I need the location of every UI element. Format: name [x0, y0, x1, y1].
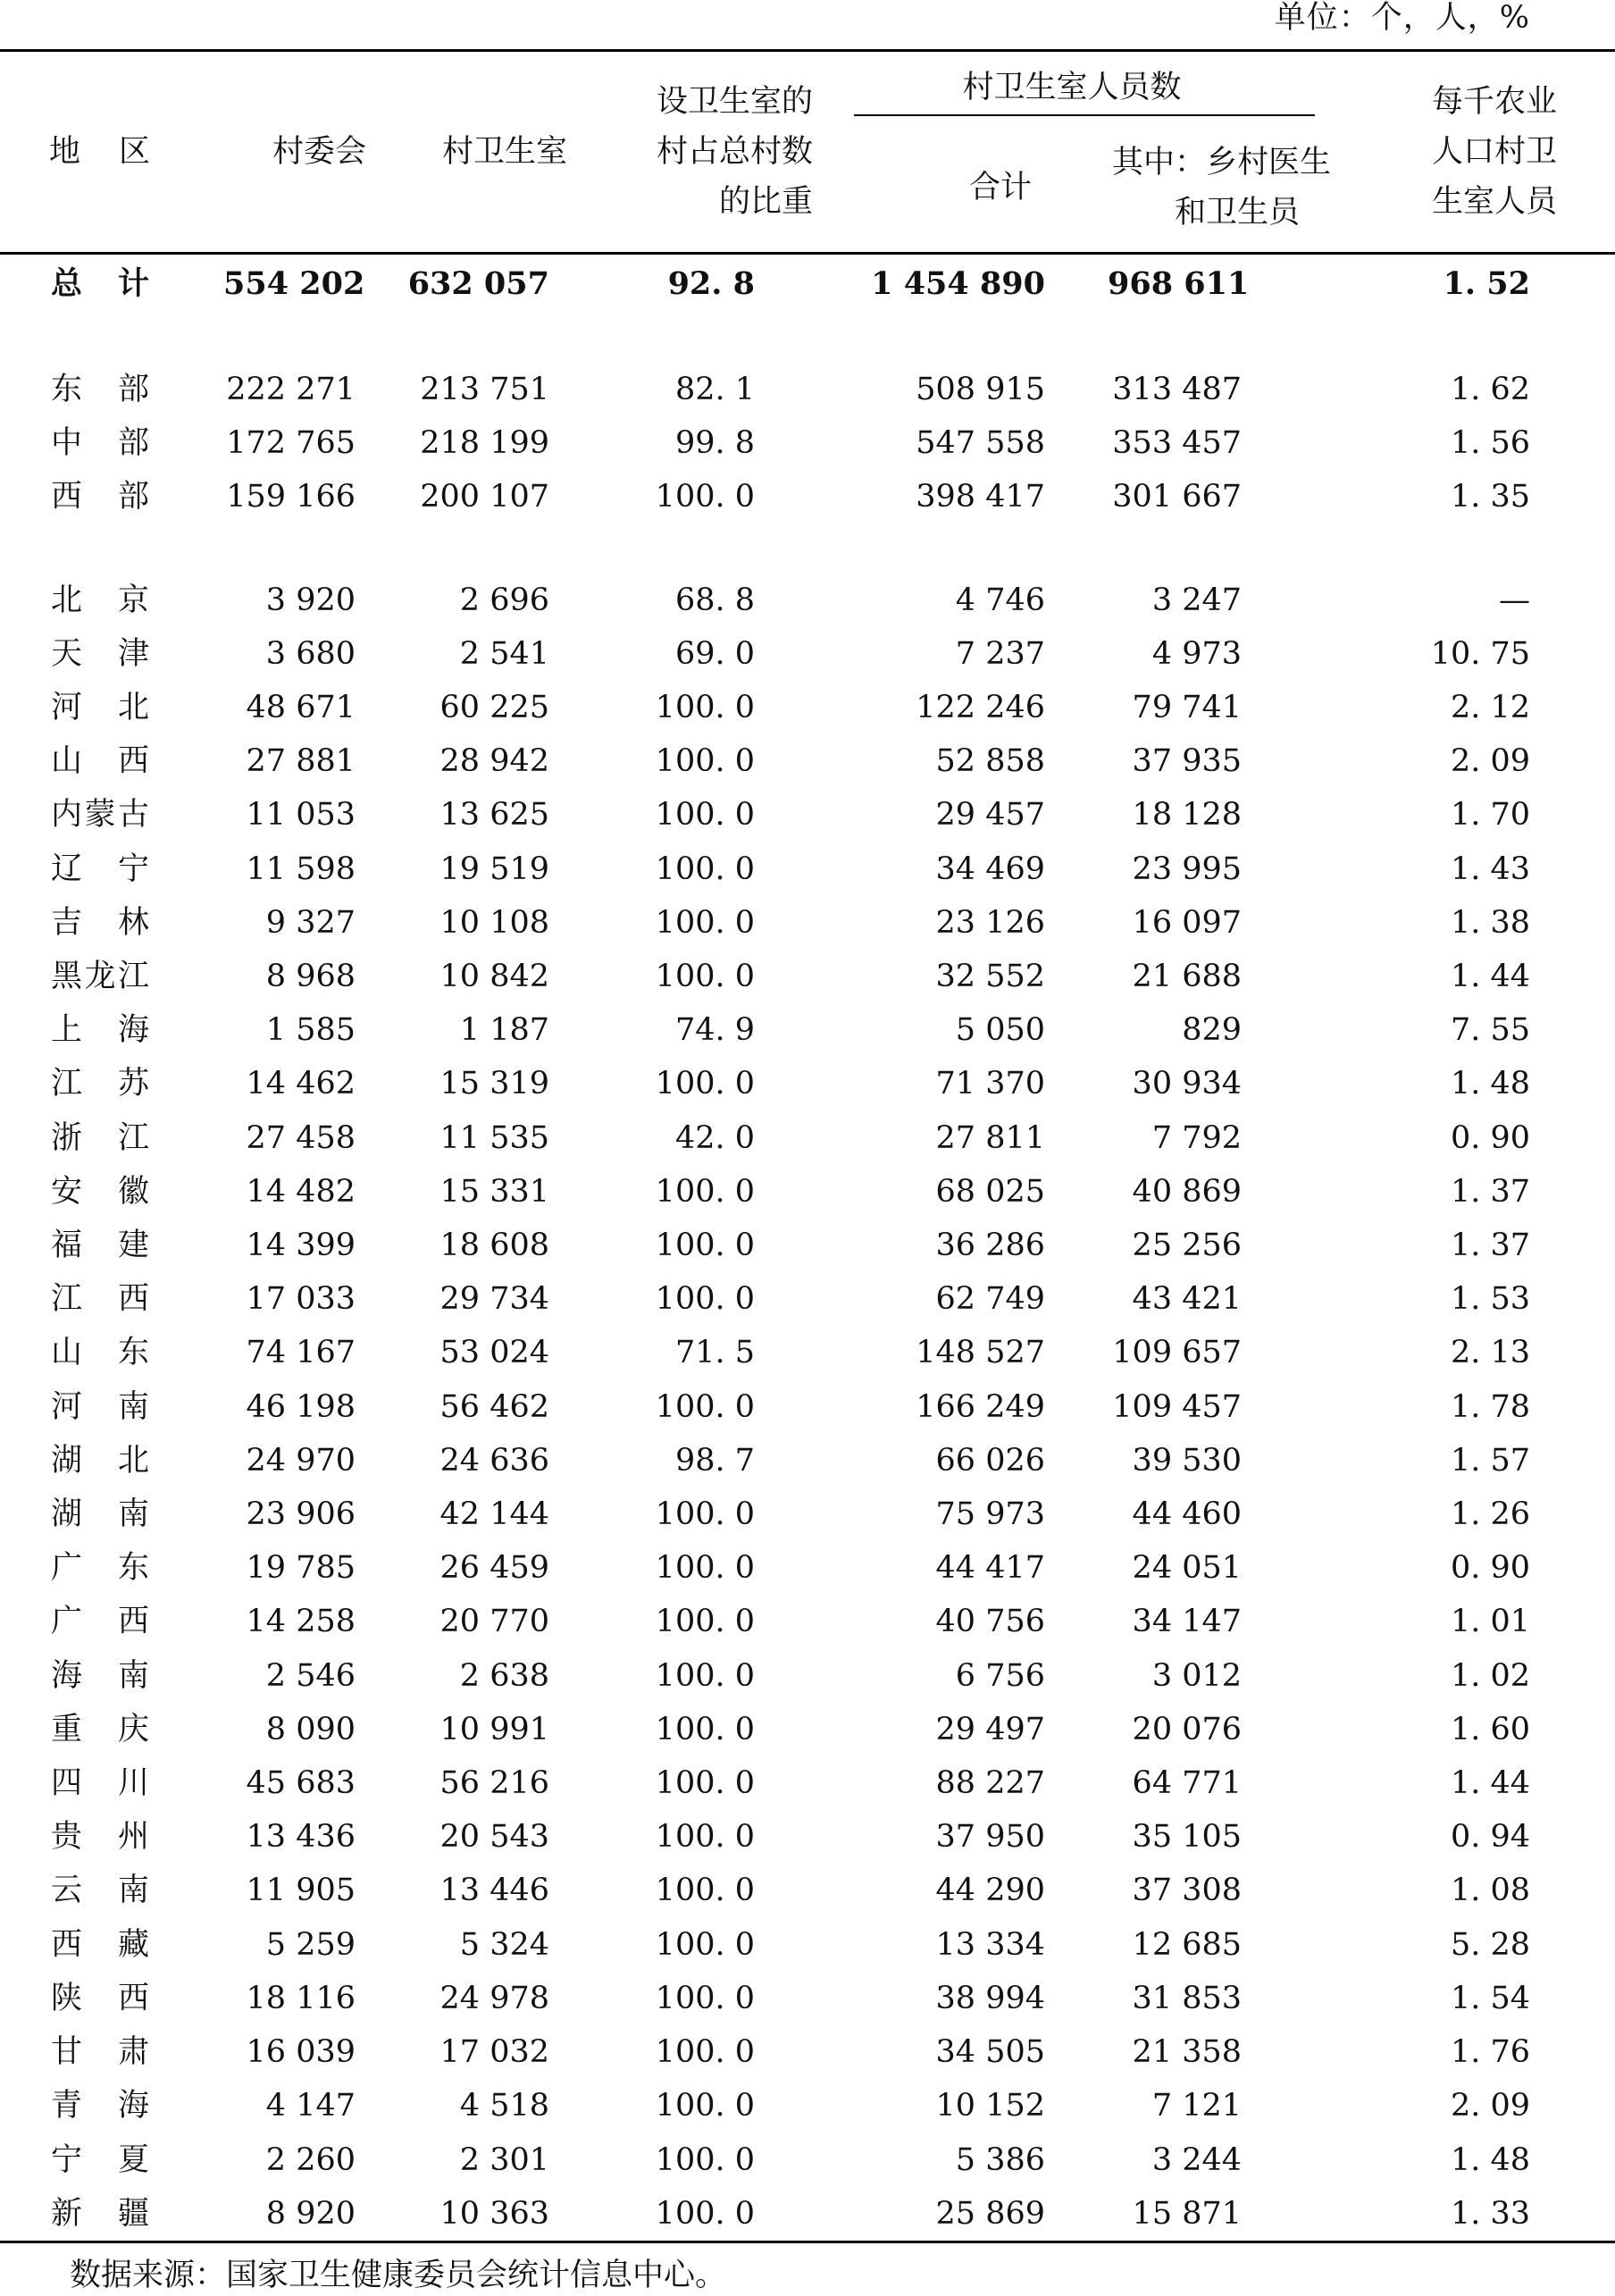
staff-cell: 547 558	[916, 425, 1045, 462]
region-cell: 河 南	[51, 1388, 149, 1425]
staff-cell: 148 527	[916, 1335, 1045, 1371]
staff-cell: 34 469	[935, 851, 1045, 887]
region-cell: 福 建	[51, 1228, 149, 1264]
clinics-cell: 42 144	[439, 1496, 549, 1533]
staff-cell: 34 505	[935, 2034, 1045, 2071]
staff-cell: 88 227	[935, 1765, 1045, 1802]
table-row	[0, 1972, 1615, 2025]
clinics-cell: 26 459	[439, 1550, 549, 1587]
clinics-cell: 60 225	[439, 690, 549, 726]
doctors-cell: 20 076	[1132, 1711, 1243, 1747]
committees-cell: 8 090	[265, 1711, 356, 1747]
doctors-cell: 21 358	[1132, 2034, 1243, 2071]
table-row	[0, 681, 1615, 734]
header-village-committees: 村委会	[272, 134, 366, 170]
per-thousand-cell: 1. 37	[1450, 1173, 1531, 1210]
share-cell: 92. 8	[667, 265, 755, 302]
committees-cell: 3 920	[265, 582, 356, 618]
staff-cell: 166 249	[916, 1388, 1045, 1425]
region-cell: 云 南	[51, 1873, 149, 1909]
per-thousand-cell: 1. 44	[1450, 959, 1531, 995]
doctors-cell: 301 667	[1112, 479, 1243, 515]
committees-cell: 13 436	[246, 1819, 356, 1856]
clinics-cell: 20 770	[439, 1604, 549, 1640]
committees-cell: 16 039	[246, 2034, 356, 2071]
clinics-cell: 4 518	[459, 2088, 549, 2124]
region-cell: 天 津	[51, 635, 149, 672]
committees-cell: 45 683	[246, 1765, 356, 1802]
per-thousand-cell: 1. 54	[1450, 1980, 1531, 2016]
committees-cell: 74 167	[246, 1335, 356, 1371]
staff-cell: 37 950	[935, 1819, 1045, 1856]
region-cell: 广 东	[51, 1550, 149, 1587]
committees-cell: 2 546	[265, 1657, 356, 1694]
share-cell: 100. 0	[655, 1711, 755, 1747]
region-cell: 辽 宁	[51, 851, 149, 887]
doctors-cell: 43 421	[1132, 1281, 1243, 1318]
per-thousand-cell: 0. 90	[1450, 1550, 1531, 1587]
committees-cell: 8 968	[265, 959, 356, 995]
committees-cell: 17 033	[246, 1281, 356, 1318]
clinics-cell: 10 108	[439, 904, 549, 941]
table-row	[0, 627, 1615, 681]
per-thousand-cell: 1. 70	[1450, 797, 1531, 834]
share-cell: 100. 0	[655, 2088, 755, 2124]
staff-cell: 29 497	[935, 1711, 1045, 1747]
region-cell: 青 海	[51, 2088, 149, 2124]
table-row	[0, 1541, 1615, 1595]
table-row	[0, 1003, 1615, 1057]
doctors-cell: 16 097	[1132, 904, 1243, 941]
per-thousand-cell: 2. 13	[1450, 1335, 1531, 1371]
per-thousand-cell: 1. 57	[1450, 1442, 1531, 1479]
clinics-cell: 2 638	[459, 1657, 549, 1694]
share-cell: 98. 7	[674, 1442, 755, 1479]
region-cell: 吉 林	[51, 904, 149, 941]
staff-cell: 44 290	[935, 1873, 1045, 1909]
region-cell: 江 苏	[51, 1066, 149, 1102]
staff-cell: 13 334	[935, 1926, 1045, 1963]
committees-cell: 23 906	[246, 1496, 356, 1533]
share-cell: 100. 0	[655, 1173, 755, 1210]
table-row	[0, 1219, 1615, 1272]
table-row	[0, 1864, 1615, 1917]
share-cell: 100. 0	[655, 1550, 755, 1587]
table-row	[0, 574, 1615, 627]
staff-cell: 71 370	[935, 1066, 1045, 1102]
table-row	[0, 2133, 1615, 2187]
unit-label: 单位：个，人，%	[1274, 0, 1530, 36]
share-cell: 100. 0	[655, 1657, 755, 1694]
per-thousand-cell: 1. 02	[1450, 1657, 1531, 1694]
staff-cell: 32 552	[935, 959, 1045, 995]
per-thousand-cell: 1. 53	[1450, 1281, 1531, 1318]
per-thousand-cell: 1. 08	[1450, 1873, 1531, 1909]
staff-cell: 6 756	[955, 1657, 1045, 1694]
committees-cell: 5 259	[265, 1926, 356, 1963]
table-body	[0, 254, 1615, 2242]
staff-cell: 5 386	[955, 2141, 1045, 2178]
share-cell: 71. 5	[674, 1335, 755, 1371]
clinics-cell: 24 636	[439, 1442, 549, 1479]
per-thousand-cell: 1. 43	[1450, 851, 1531, 887]
region-cell: 广 西	[51, 1604, 149, 1640]
table-row	[0, 1810, 1615, 1864]
region-cell: 北 京	[51, 582, 149, 618]
per-thousand-cell: 1. 56	[1450, 425, 1531, 462]
share-cell: 82. 1	[674, 372, 755, 407]
region-cell: 黑龙江	[51, 959, 149, 995]
share-cell: 100. 0	[655, 479, 755, 515]
doctors-cell: 79 741	[1132, 690, 1243, 726]
clinics-cell: 24 978	[439, 1980, 549, 2016]
per-thousand-cell: 7. 55	[1450, 1012, 1531, 1049]
region-cell: 贵 州	[51, 1819, 149, 1856]
doctors-cell: 968 611	[1108, 265, 1250, 302]
share-cell: 100. 0	[655, 1765, 755, 1802]
staff-cell: 398 417	[916, 479, 1045, 515]
table-header	[0, 51, 1615, 254]
clinics-cell: 20 543	[439, 1819, 549, 1856]
table-row	[0, 734, 1615, 788]
committees-cell: 9 327	[265, 904, 356, 941]
committees-cell: 11 905	[246, 1873, 356, 1909]
doctors-cell: 21 688	[1132, 959, 1243, 995]
per-thousand-cell: 1. 78	[1450, 1388, 1531, 1425]
table-row	[0, 1111, 1615, 1165]
source-note: 数据来源：国家卫生健康委员会统计信息中心。	[70, 2258, 727, 2293]
share-cell: 42. 0	[674, 1119, 755, 1156]
share-cell: 100. 0	[655, 1066, 755, 1102]
doctors-cell: 313 487	[1112, 372, 1243, 407]
region-cell: 湖 南	[51, 1496, 149, 1533]
doctors-cell: 3 247	[1151, 582, 1243, 618]
staff-cell: 10 152	[935, 2088, 1045, 2124]
doctors-cell: 31 853	[1132, 1980, 1243, 2016]
per-thousand-cell: 1. 01	[1450, 1604, 1531, 1640]
table-row	[0, 788, 1615, 842]
clinics-cell: 10 363	[389, 2187, 616, 2242]
per-thousand-cell: 1. 48	[1450, 1066, 1531, 1102]
staff-cell: 7 237	[955, 635, 1045, 672]
staff-cell: 44 417	[935, 1550, 1045, 1587]
committees-cell: 14 399	[246, 1228, 356, 1264]
doctors-cell: 3 012	[1151, 1657, 1243, 1694]
region-cell: 东 部	[51, 372, 149, 407]
region-cell: 甘 肃	[51, 2034, 149, 2071]
header-region: 地 区	[49, 134, 155, 170]
clinics-cell: 218 199	[420, 425, 549, 462]
doctors-cell: 35 105	[1132, 1819, 1243, 1856]
staff-cell: 27 811	[935, 1119, 1045, 1156]
clinics-cell: 28 942	[439, 743, 549, 780]
region-cell: 宁 夏	[51, 2141, 149, 2178]
region-cell: 山 西	[51, 743, 149, 780]
share-cell: 69. 0	[674, 635, 755, 672]
staff-cell: 36 286	[935, 1228, 1045, 1264]
table-row	[0, 1057, 1615, 1110]
doctors-cell: 109 657	[1112, 1335, 1243, 1371]
region-cell: 新 疆	[0, 2187, 223, 2242]
region-cell: 总 计	[51, 265, 149, 302]
share-cell: 100. 0	[655, 743, 755, 780]
committees-cell: 18 116	[246, 1980, 356, 2016]
committees-cell: 27 881	[246, 743, 356, 780]
staff-cell: 23 126	[935, 904, 1045, 941]
clinics-cell: 632 057	[407, 265, 549, 302]
table-row	[0, 2187, 1615, 2242]
committees-cell: 19 785	[246, 1550, 356, 1587]
region-cell: 湖 北	[51, 1442, 149, 1479]
clinics-cell: 2 301	[459, 2141, 549, 2178]
doctors-cell: 37 308	[1132, 1873, 1243, 1909]
committees-cell: 222 271	[226, 372, 356, 407]
region-cell: 浙 江	[51, 1119, 149, 1156]
clinics-cell: 13 625	[439, 797, 549, 834]
table-row	[0, 1272, 1615, 1326]
share-cell: 100. 0	[655, 1604, 755, 1640]
staff-cell: 5 050	[955, 1012, 1045, 1049]
per-thousand-cell: 1. 33	[1331, 2187, 1615, 2242]
committees-cell: 3 680	[265, 635, 356, 672]
share-cell: 99. 8	[674, 425, 755, 462]
committees-cell: 2 260	[265, 2141, 356, 2178]
region-cell: 西 藏	[51, 1926, 149, 1963]
committees-cell: 11 053	[246, 797, 356, 834]
clinics-cell: 10 842	[439, 959, 549, 995]
doctors-cell: 23 995	[1132, 851, 1243, 887]
per-thousand-cell: 5. 28	[1450, 1926, 1531, 1963]
doctors-cell: 15 871	[1108, 2187, 1331, 2242]
table-row	[0, 1434, 1615, 1487]
per-thousand-cell: 0. 94	[1450, 1819, 1531, 1856]
clinics-cell: 200 107	[420, 479, 549, 515]
committees-cell: 172 765	[226, 425, 356, 462]
doctors-cell: 40 869	[1132, 1173, 1243, 1210]
table-row	[0, 1703, 1615, 1756]
committees-cell: 48 671	[246, 690, 356, 726]
table-row	[0, 2025, 1615, 2079]
table-row	[0, 1918, 1615, 1972]
committees-cell: 4 147	[265, 2088, 356, 2124]
clinics-cell: 2 541	[459, 635, 549, 672]
table-row	[0, 470, 1615, 524]
clinics-cell: 53 024	[439, 1335, 549, 1371]
region-cell: 河 北	[51, 690, 149, 726]
per-thousand-cell: 1. 48	[1450, 2141, 1531, 2178]
clinics-cell: 29 734	[439, 1281, 549, 1318]
doctors-cell: 4 973	[1151, 635, 1243, 672]
clinics-cell: 18 608	[439, 1228, 549, 1264]
per-thousand-cell: 2. 12	[1450, 690, 1531, 726]
table-row	[0, 896, 1615, 950]
per-thousand-cell: 1. 60	[1450, 1711, 1531, 1747]
committees-cell: 1 585	[265, 1012, 356, 1049]
region-cell: 海 南	[51, 1657, 149, 1694]
region-cell: 四 川	[51, 1765, 149, 1802]
clinics-cell: 2 696	[459, 582, 549, 618]
spacer-row	[0, 314, 1615, 363]
spacer-row	[0, 524, 1615, 574]
doctors-cell: 353 457	[1112, 425, 1243, 462]
region-cell: 陕 西	[51, 1980, 149, 2016]
committees-cell: 159 166	[226, 479, 356, 515]
clinics-cell: 213 751	[420, 372, 549, 407]
doctors-cell: 109 457	[1112, 1388, 1243, 1425]
clinics-cell: 15 319	[439, 1066, 549, 1102]
table-row	[0, 1165, 1615, 1219]
share-cell: 100. 0	[655, 1926, 755, 1963]
doctors-cell: 829	[1182, 1012, 1243, 1049]
staff-cell: 66 026	[935, 1442, 1045, 1479]
doctors-cell: 64 771	[1132, 1765, 1243, 1802]
per-thousand-cell: 1. 44	[1450, 1765, 1531, 1802]
table-row	[0, 1595, 1615, 1648]
table-row	[0, 842, 1615, 896]
table-row	[0, 1756, 1615, 1810]
committees-cell: 11 598	[246, 851, 356, 887]
staff-cell: 122 246	[916, 690, 1045, 726]
header-clinics: 村卫生室	[441, 134, 567, 170]
staff-cell: 25 869	[840, 2187, 1108, 2242]
region-cell: 安 徽	[51, 1173, 149, 1210]
doctors-cell: 3 244	[1151, 2141, 1243, 2178]
clinics-cell: 56 462	[439, 1388, 549, 1425]
doctors-cell: 24 051	[1132, 1550, 1243, 1587]
table-row	[0, 1649, 1615, 1703]
table-row	[0, 363, 1615, 416]
committees-cell: 14 462	[246, 1066, 356, 1102]
share-cell: 74. 9	[674, 1012, 755, 1049]
staff-cell: 4 746	[955, 582, 1045, 618]
share-cell: 100. 0	[655, 1228, 755, 1264]
header-divider	[854, 114, 1315, 116]
per-thousand-cell: 1. 26	[1450, 1496, 1531, 1533]
doctors-cell: 34 147	[1132, 1604, 1243, 1640]
per-thousand-cell: 1. 76	[1450, 2034, 1531, 2071]
doctors-cell: 7 121	[1151, 2088, 1243, 2124]
table-row	[0, 2079, 1615, 2133]
per-thousand-cell: 2. 09	[1450, 2088, 1531, 2124]
clinics-cell: 11 535	[439, 1119, 549, 1156]
share-cell: 100. 0	[655, 851, 755, 887]
staff-cell: 52 858	[935, 743, 1045, 780]
village-clinic-table	[0, 49, 1615, 2243]
region-cell: 西 部	[51, 479, 149, 515]
share-cell: 100. 0	[655, 797, 755, 834]
per-thousand-cell: 2. 09	[1450, 743, 1531, 780]
share-cell: 100. 0	[655, 1281, 755, 1318]
committees-cell: 8 920	[223, 2187, 389, 2242]
doctors-cell: 37 935	[1132, 743, 1243, 780]
committees-cell: 14 482	[246, 1173, 356, 1210]
header-share: 设卫生室的 村占总村数 的比重	[656, 84, 813, 220]
committees-cell: 14 258	[246, 1604, 356, 1640]
header-per-thousand: 每千农业 人口村卫 生室人员	[1432, 84, 1558, 220]
share-cell: 100. 0	[655, 690, 755, 726]
staff-cell: 38 994	[935, 1980, 1045, 2016]
share-cell: 100. 0	[655, 904, 755, 941]
header-staff-group: 村卫生室人员数	[840, 51, 1331, 124]
doctors-cell: 39 530	[1132, 1442, 1243, 1479]
table-row	[0, 950, 1615, 1003]
staff-cell: 75 973	[935, 1496, 1045, 1533]
clinics-cell: 56 216	[439, 1765, 549, 1802]
clinics-cell: 15 331	[439, 1173, 549, 1210]
per-thousand-cell: 10. 75	[1430, 635, 1531, 672]
clinics-cell: 17 032	[439, 2034, 549, 2071]
share-cell: 100. 0	[655, 1819, 755, 1856]
region-cell: 重 庆	[51, 1711, 149, 1747]
total-row	[0, 254, 1615, 314]
committees-cell: 24 970	[246, 1442, 356, 1479]
per-thousand-cell: 1. 38	[1450, 904, 1531, 941]
doctors-cell: 44 460	[1132, 1496, 1243, 1533]
region-cell: 山 东	[51, 1335, 149, 1371]
region-cell: 中 部	[51, 425, 149, 462]
clinics-cell: 1 187	[459, 1012, 549, 1049]
per-thousand-cell: 1. 62	[1450, 372, 1531, 407]
committees-cell: 46 198	[246, 1388, 356, 1425]
committees-cell: 554 202	[223, 265, 365, 302]
clinics-cell: 19 519	[439, 851, 549, 887]
region-cell: 内蒙古	[51, 797, 149, 834]
staff-cell: 29 457	[935, 797, 1045, 834]
staff-cell: 508 915	[916, 372, 1045, 407]
per-thousand-cell: 1. 37	[1450, 1228, 1531, 1264]
per-thousand-cell: —	[1499, 582, 1531, 618]
staff-cell: 1 454 890	[871, 265, 1045, 302]
share-cell: 100. 0	[655, 1496, 755, 1533]
committees-cell: 27 458	[246, 1119, 356, 1156]
share-cell: 100. 0	[655, 959, 755, 995]
table-row	[0, 1326, 1615, 1379]
doctors-cell: 12 685	[1132, 1926, 1243, 1963]
clinics-cell: 10 991	[439, 1711, 549, 1747]
share-cell: 68. 8	[674, 582, 755, 618]
table-row	[0, 416, 1615, 470]
table-row	[0, 1487, 1615, 1541]
staff-cell: 68 025	[935, 1173, 1045, 1210]
share-cell: 100. 0	[655, 2034, 755, 2071]
region-cell: 江 西	[51, 1281, 149, 1318]
per-thousand-cell: 0. 90	[1450, 1119, 1531, 1156]
per-thousand-cell: 1. 52	[1443, 265, 1531, 302]
staff-cell: 40 756	[935, 1604, 1045, 1640]
share-cell: 100. 0	[655, 1388, 755, 1425]
staff-cell: 62 749	[935, 1281, 1045, 1318]
table-row	[0, 1380, 1615, 1434]
clinics-cell: 5 324	[459, 1926, 549, 1963]
doctors-cell: 30 934	[1132, 1066, 1243, 1102]
doctors-cell: 18 128	[1132, 797, 1243, 834]
doctors-cell: 7 792	[1151, 1119, 1243, 1156]
clinics-cell: 13 446	[439, 1873, 549, 1909]
share-cell: 100. 0	[655, 1980, 755, 2016]
header-staff-total: 合计	[968, 170, 1032, 205]
per-thousand-cell: 1. 35	[1450, 479, 1531, 515]
region-cell: 上 海	[51, 1012, 149, 1049]
share-cell: 100. 0	[616, 2187, 840, 2242]
doctors-cell: 25 256	[1132, 1228, 1243, 1264]
share-cell: 100. 0	[655, 2141, 755, 2178]
header-doctors: 其中：乡村医生 和卫生员	[1112, 145, 1332, 230]
share-cell: 100. 0	[655, 1873, 755, 1909]
